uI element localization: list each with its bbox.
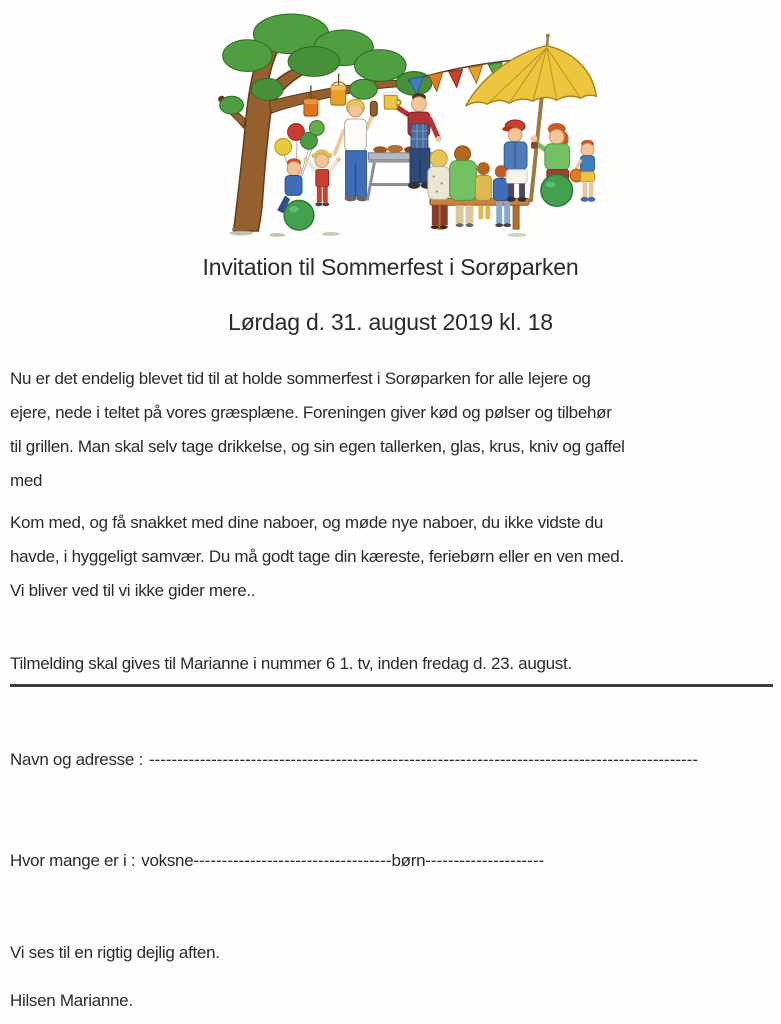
guest-count-label: Hvor mange er i : xyxy=(10,851,136,870)
intro-paragraph xyxy=(10,362,771,498)
name-address-fill-line: ------------------------------------------------------------------------------------------------- xyxy=(148,750,699,769)
adults-label: voksne xyxy=(141,851,194,870)
child-red-overalls xyxy=(303,149,341,206)
green-ball-right xyxy=(541,175,573,207)
invite-paragraph xyxy=(10,506,771,608)
invite-paragraph-line: havde, i hyggeligt samvær. Du må godt tage din kæreste, feriebørn eller en ven med. xyxy=(10,547,624,566)
name-address-label: Navn og adresse : xyxy=(10,750,143,769)
invite-paragraph-line: Kom med, og få snakket med dine naboer, og møde nye naboer, du ikke vidste du xyxy=(10,513,604,532)
intro-paragraph-line: ejere, nede i teltet på vores græsplæne. Foreningen giver kød og pølser og tilbehør xyxy=(10,403,612,422)
ground-speckles xyxy=(230,228,527,237)
party-clipart xyxy=(218,10,608,238)
children-fill-line: --------------------- xyxy=(425,851,545,870)
name-address-line xyxy=(10,749,771,771)
standing-child-ball xyxy=(570,140,595,202)
party-clipart-svg xyxy=(218,10,608,238)
registration-deadline-line: Tilmelding skal gives til Marianne i nummer 6 1. tv, inden fredag d. 23. august. xyxy=(10,653,773,687)
green-ball-left xyxy=(284,200,314,230)
closing-line: Vi ses til en rigtig dejlig aften. xyxy=(10,943,220,962)
signature-line: Hilsen Marianne. xyxy=(10,991,133,1010)
event-date-heading: Lørdag d. 31. august 2019 kl. 18 xyxy=(228,309,553,335)
intro-paragraph-line: Nu er det endelig blevet tid til at holde sommerfest i Sorøparken for alle lejere og xyxy=(10,369,591,388)
adults-fill-line: ----------------------------------- xyxy=(193,851,392,870)
children-label: børn xyxy=(391,851,426,870)
invite-paragraph-line: Vi bliver ved til vi ikke gider mere.. xyxy=(10,581,256,600)
guest-count-line xyxy=(10,850,771,872)
intro-paragraph-line: med xyxy=(10,471,43,490)
intro-paragraph-line: til grillen. Man skal selv tage drikkelse, og sin egen tallerken, glas, krus, kniv og gaffel xyxy=(10,437,625,456)
page-title: Invitation til Sommerfest i Sorøparken xyxy=(202,254,579,280)
